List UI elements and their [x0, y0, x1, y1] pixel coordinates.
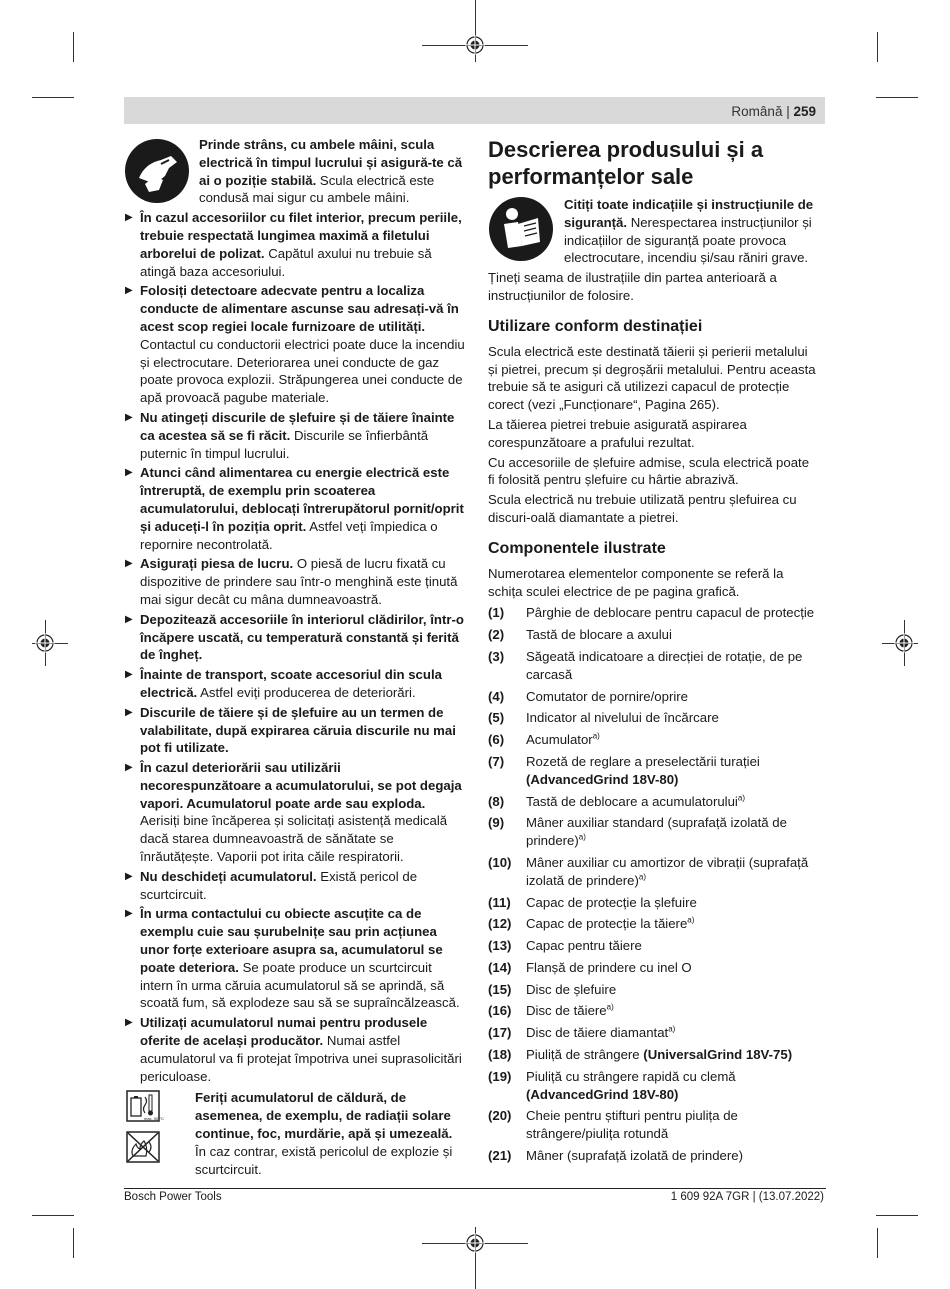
bullet-bold: Asigurați piesa de lucru.	[140, 556, 294, 572]
component-item	[488, 937, 818, 955]
read-manual-icon	[488, 196, 554, 262]
usage-paragraph: Scula electrică nu trebuie utilizată pentru șlefuirea cu discuri-oală diamantate a pietrei.	[488, 492, 797, 525]
bullet-bold: În cazul deteriorării sau utilizării necorespunzătoare a acumulatorului, se pot degaja vapori. Acumulatorul poate arde sau exploda.	[140, 760, 462, 811]
bullet-bold: Nu deschideți acumulatorul.	[140, 868, 317, 884]
component-item	[488, 648, 818, 684]
component-label: Comutator de pornire/oprire	[526, 688, 688, 704]
component-number: (16)	[488, 1003, 512, 1019]
component-number: (10)	[488, 854, 512, 870]
component-label: Mâner auxiliar standard (suprafață izolată de prindere)$^{a)}$	[526, 815, 787, 849]
registration-target-icon	[465, 1233, 485, 1253]
component-number: (5)	[488, 710, 505, 726]
footer-rule	[124, 1188, 826, 1189]
bullet-text: Aerisiți bine încăperea și solicitați asistență medicală dacă starea dumneavoastră de sănătate se înrăutățește. Vaporii pot irita căile respiratorii.	[140, 813, 448, 865]
component-item	[488, 981, 818, 999]
component-item	[488, 688, 818, 706]
component-number: (20)	[488, 1108, 512, 1124]
intro-text: Scula electrică este condusă mai sigur cu ambele mâini.	[199, 172, 435, 206]
component-number: (21)	[488, 1148, 512, 1164]
component-label: Rozetă de reglare a preselectării turației (AdvancedGrind 18V-80)	[526, 753, 760, 787]
safety-bullet	[125, 555, 465, 608]
battery-heat-icon	[125, 1089, 164, 1123]
component-label: Piuliță cu strângere rapidă cu clemă (AdvancedGrind 18V-80)	[526, 1068, 736, 1102]
component-item	[488, 604, 818, 622]
component-item	[488, 1107, 818, 1143]
safety-bullet	[125, 905, 465, 1012]
bullet-text: Contactul cu conductorii electrici poate duce la incendiu și electrocutare. Deteriorarea unei conducte de gaz poate provoca explozii. Străpungerea unei conducte de apă provoacă pagube materiale.	[140, 336, 465, 406]
component-item	[488, 753, 818, 789]
left-column	[125, 136, 465, 1178]
bullet-text: Se poate produce un scurtcircuit intern în urma căruia acumulatorul să se aprindă, să scoată fum, să explodeze sau să se supraîncălzească.	[140, 959, 460, 1011]
component-item	[488, 1147, 818, 1165]
crop-mark	[32, 97, 74, 98]
crop-mark	[73, 32, 74, 62]
bullet-bold: În cazul accesoriilor cu filet interior, precum periile, trebuie respectată lungimea maximă a filetului arborelui de polizat.	[140, 210, 462, 261]
bullet-text: Discurile se înfierbântă puternic în timpul lucrului.	[140, 427, 429, 461]
component-number: (12)	[488, 916, 512, 932]
component-label: Disc de șlefuire	[526, 981, 617, 997]
component-item	[488, 959, 818, 977]
component-number: (4)	[488, 688, 505, 704]
component-label: Piuliță de strângere (UniversalGrind 18V-75)	[526, 1047, 793, 1063]
registration-target-icon	[894, 633, 914, 653]
usage-heading: Utilizare conform destinației	[488, 317, 703, 335]
page-header: Română | 259	[731, 104, 816, 119]
components-list	[488, 604, 818, 1165]
bullet-bold: Utilizați acumulatorul numai pentru produsele oferite de același producător.	[140, 1015, 428, 1049]
safety-bullet	[125, 666, 465, 702]
component-label: Disc de tăiere$^{a)}$	[526, 1003, 614, 1019]
component-number: (17)	[488, 1025, 512, 1041]
safety-bullet	[125, 611, 465, 664]
component-label: Mâner auxiliar cu amortizor de vibrații (suprafață izolată de prindere)$^{a)}$	[526, 854, 809, 888]
registration-target-icon	[35, 633, 55, 653]
safety-bullet	[125, 409, 465, 462]
safety-bullet	[125, 209, 465, 280]
bullet-text: O piesă de lucru fixată cu dispozitive de prindere sau într-o menghină este ținută mai sigur decât cu mâna dumneavoastră.	[140, 556, 458, 607]
component-item	[488, 894, 818, 912]
safety-bullet	[125, 464, 465, 553]
footer-doc-id: 1 609 92A 7GR | (13.07.2022)	[670, 1191, 824, 1203]
battery-warning-bold: Feriți acumulatorul de căldură, de asemenea, de exemplu, de radiații solare continue, foc, murdărie, apă și umezeală.	[195, 1090, 453, 1142]
component-item	[488, 626, 818, 644]
crop-mark	[877, 1228, 878, 1258]
battery-no-fire-water-icon	[125, 1130, 161, 1164]
bullet-bold: Folosiți detectoare adecvate pentru a localiza conducte de alimentare ascunse sau adresați-vă în acest scop regiei locale furnizoare de utilități.	[140, 283, 459, 334]
component-label: Indicator al nivelului de încărcare	[526, 710, 719, 726]
bullet-bold: Atunci când alimentarea cu energie electrică este întreruptă, de exemplu prin scoaterea acumulatorului, deblocați întrerupătorul pornit/oprit și aduceți-l în poziția oprit.	[140, 465, 464, 534]
safety-bullet	[125, 759, 465, 866]
page-header-bar	[124, 97, 825, 124]
component-label: Disc de tăiere diamantat$^{a)}$	[526, 1024, 676, 1041]
component-item	[488, 793, 818, 811]
bullet-text: Astfel eviți producerea de deteriorări.	[197, 684, 416, 700]
component-number: (15)	[488, 981, 512, 997]
bullet-text: Capătul axului nu trebuie să atingă baza accesoriului.	[140, 245, 432, 279]
crop-mark	[73, 1228, 74, 1258]
safety-bullet	[125, 704, 465, 757]
bullet-bold: Depozitează accesoriile în interiorul clădirilor, într-o încăpere uscată, cu temperatură constantă și ferită de îngheț.	[140, 611, 464, 663]
read-instructions-notice	[488, 196, 818, 267]
svg-text:max. 50 °C: max. 50 °C	[144, 1116, 164, 1122]
bullet-bold: În urma contactului cu obiecte ascuțite ca de exemplu cuie sau șurubelnițe sau prin acțiunea unor forțe exterioare asupra sa, acumulatorul se poate deteriora.	[140, 906, 443, 975]
battery-icons	[125, 1089, 193, 1169]
component-item	[488, 1046, 818, 1064]
safety-bullet	[125, 282, 465, 407]
crop-mark	[877, 32, 878, 62]
component-label: Capac de protecție la tăiere$^{a)}$	[526, 915, 695, 932]
crop-mark	[876, 97, 918, 98]
illustration-note: Țineți seama de ilustrațiile din partea anterioară a instrucțiunilor de folosire.	[488, 270, 777, 303]
component-number: (13)	[488, 938, 512, 954]
right-column	[488, 136, 818, 1169]
component-number: (14)	[488, 959, 512, 975]
battery-heat-warning	[125, 1089, 465, 1178]
component-number: (2)	[488, 627, 505, 643]
component-item	[488, 1024, 818, 1042]
section-title: Descrierea produsului și a performanțelor sale	[488, 137, 764, 189]
components-heading: Componentele ilustrate	[488, 539, 666, 557]
bullet-text: Astfel veți împiedica o repornire necontrolată.	[140, 518, 438, 552]
component-item	[488, 854, 818, 890]
component-number: (3)	[488, 648, 505, 664]
intro-bold: Prinde strâns, cu ambele mâini, scula electrică în timpul lucrului și asigură-te că ai o poziție stabilă.	[199, 137, 463, 188]
component-number: (9)	[488, 815, 505, 831]
component-item	[488, 1068, 818, 1104]
component-label: Cheie pentru știfturi pentru piulița de strângere/piulița rotundă	[526, 1108, 738, 1142]
component-item	[488, 814, 818, 850]
bullet-bold: Nu atingeți discurile de șlefuire și de tăiere înainte ca acestea să se fi răcit.	[140, 409, 455, 443]
two-hands-warning	[125, 136, 465, 207]
component-label: Flanșă de prindere cu inel O	[526, 959, 692, 975]
component-label: Capac pentru tăiere	[526, 938, 642, 954]
component-item	[488, 731, 818, 749]
component-number: (1)	[488, 605, 505, 621]
registration-target-icon	[465, 35, 485, 55]
component-item	[488, 709, 818, 727]
safety-bullet	[125, 1014, 465, 1085]
components-intro: Numerotarea elementelor componente se referă la schița sculei electrice de pe pagina grafică.	[488, 565, 784, 599]
component-number: (7)	[488, 753, 505, 769]
crop-mark	[876, 1215, 918, 1216]
component-item	[488, 915, 818, 933]
component-item	[488, 1002, 818, 1020]
component-number: (6)	[488, 732, 505, 748]
component-number: (18)	[488, 1047, 512, 1063]
component-label: Capac de protecție la șlefuire	[526, 894, 697, 910]
component-number: (19)	[488, 1068, 512, 1084]
component-label: Pârghie de deblocare pentru capacul de protecție	[526, 605, 815, 621]
battery-warning-text: În caz contrar, există pericolul de explozie și scurtcircuit.	[195, 1143, 453, 1177]
read-notice-text: Nerespectarea instrucțiunilor și indicațiilor de siguranță poate provoca electrocutare, incendiu și/sau răniri grave.	[564, 214, 812, 266]
bullet-bold: Discurile de tăiere și de șlefuire au un termen de valabilitate, după expirarea căruia discurile nu mai pot fi utilizate.	[140, 704, 456, 756]
footer-brand: Bosch Power Tools	[124, 1191, 222, 1203]
bullet-text: Numai astfel acumulatorul va fi protejat împotriva unei suprasolicitări periculoase.	[140, 1033, 462, 1084]
component-label: Tastă de deblocare a acumulatorului$^{a)}$	[526, 793, 745, 809]
component-label: Mâner (suprafață izolată de prindere)	[526, 1148, 743, 1164]
component-number: (11)	[488, 894, 511, 910]
crop-mark	[32, 1215, 74, 1216]
safety-bullet	[125, 868, 465, 904]
read-notice-bold: Citiți toate indicațiile și instrucțiunile de siguranță.	[564, 197, 814, 230]
usage-paragraph: La tăierea pietrei trebuie asigurată aspirarea corespunzătoare a prafului rezultat.	[488, 416, 747, 450]
usage-paragraph: Cu accesoriile de șlefuire admise, scula electrică poate fi folosită pentru șlefuire cu hârtie abrazivă.	[488, 454, 810, 488]
usage-paragraph: Scula electrică este destinată tăierii și perierii metalului și pietrei, precum și degroșării metalului. Pentru aceasta trebuie să te asiguri că utilizezi capacul de protecție corect (vezi „Funcționare“, Pagina 265).	[488, 343, 816, 413]
component-label: Acumulator$^{a)}$	[526, 731, 600, 748]
component-label: Săgeată indicatoare a direcției de rotație, de pe carcasă	[526, 648, 803, 682]
component-label: Tastă de blocare a axului	[526, 627, 672, 643]
component-number: (8)	[488, 793, 505, 809]
bullet-bold: Înainte de transport, scoate accesoriul din scula electrică.	[140, 667, 442, 700]
bullet-text: Există pericol de scurtcircuit.	[140, 868, 418, 902]
page-number: 259	[793, 104, 816, 119]
header-language: Română	[731, 104, 783, 119]
two-hands-grip-icon	[125, 138, 191, 204]
